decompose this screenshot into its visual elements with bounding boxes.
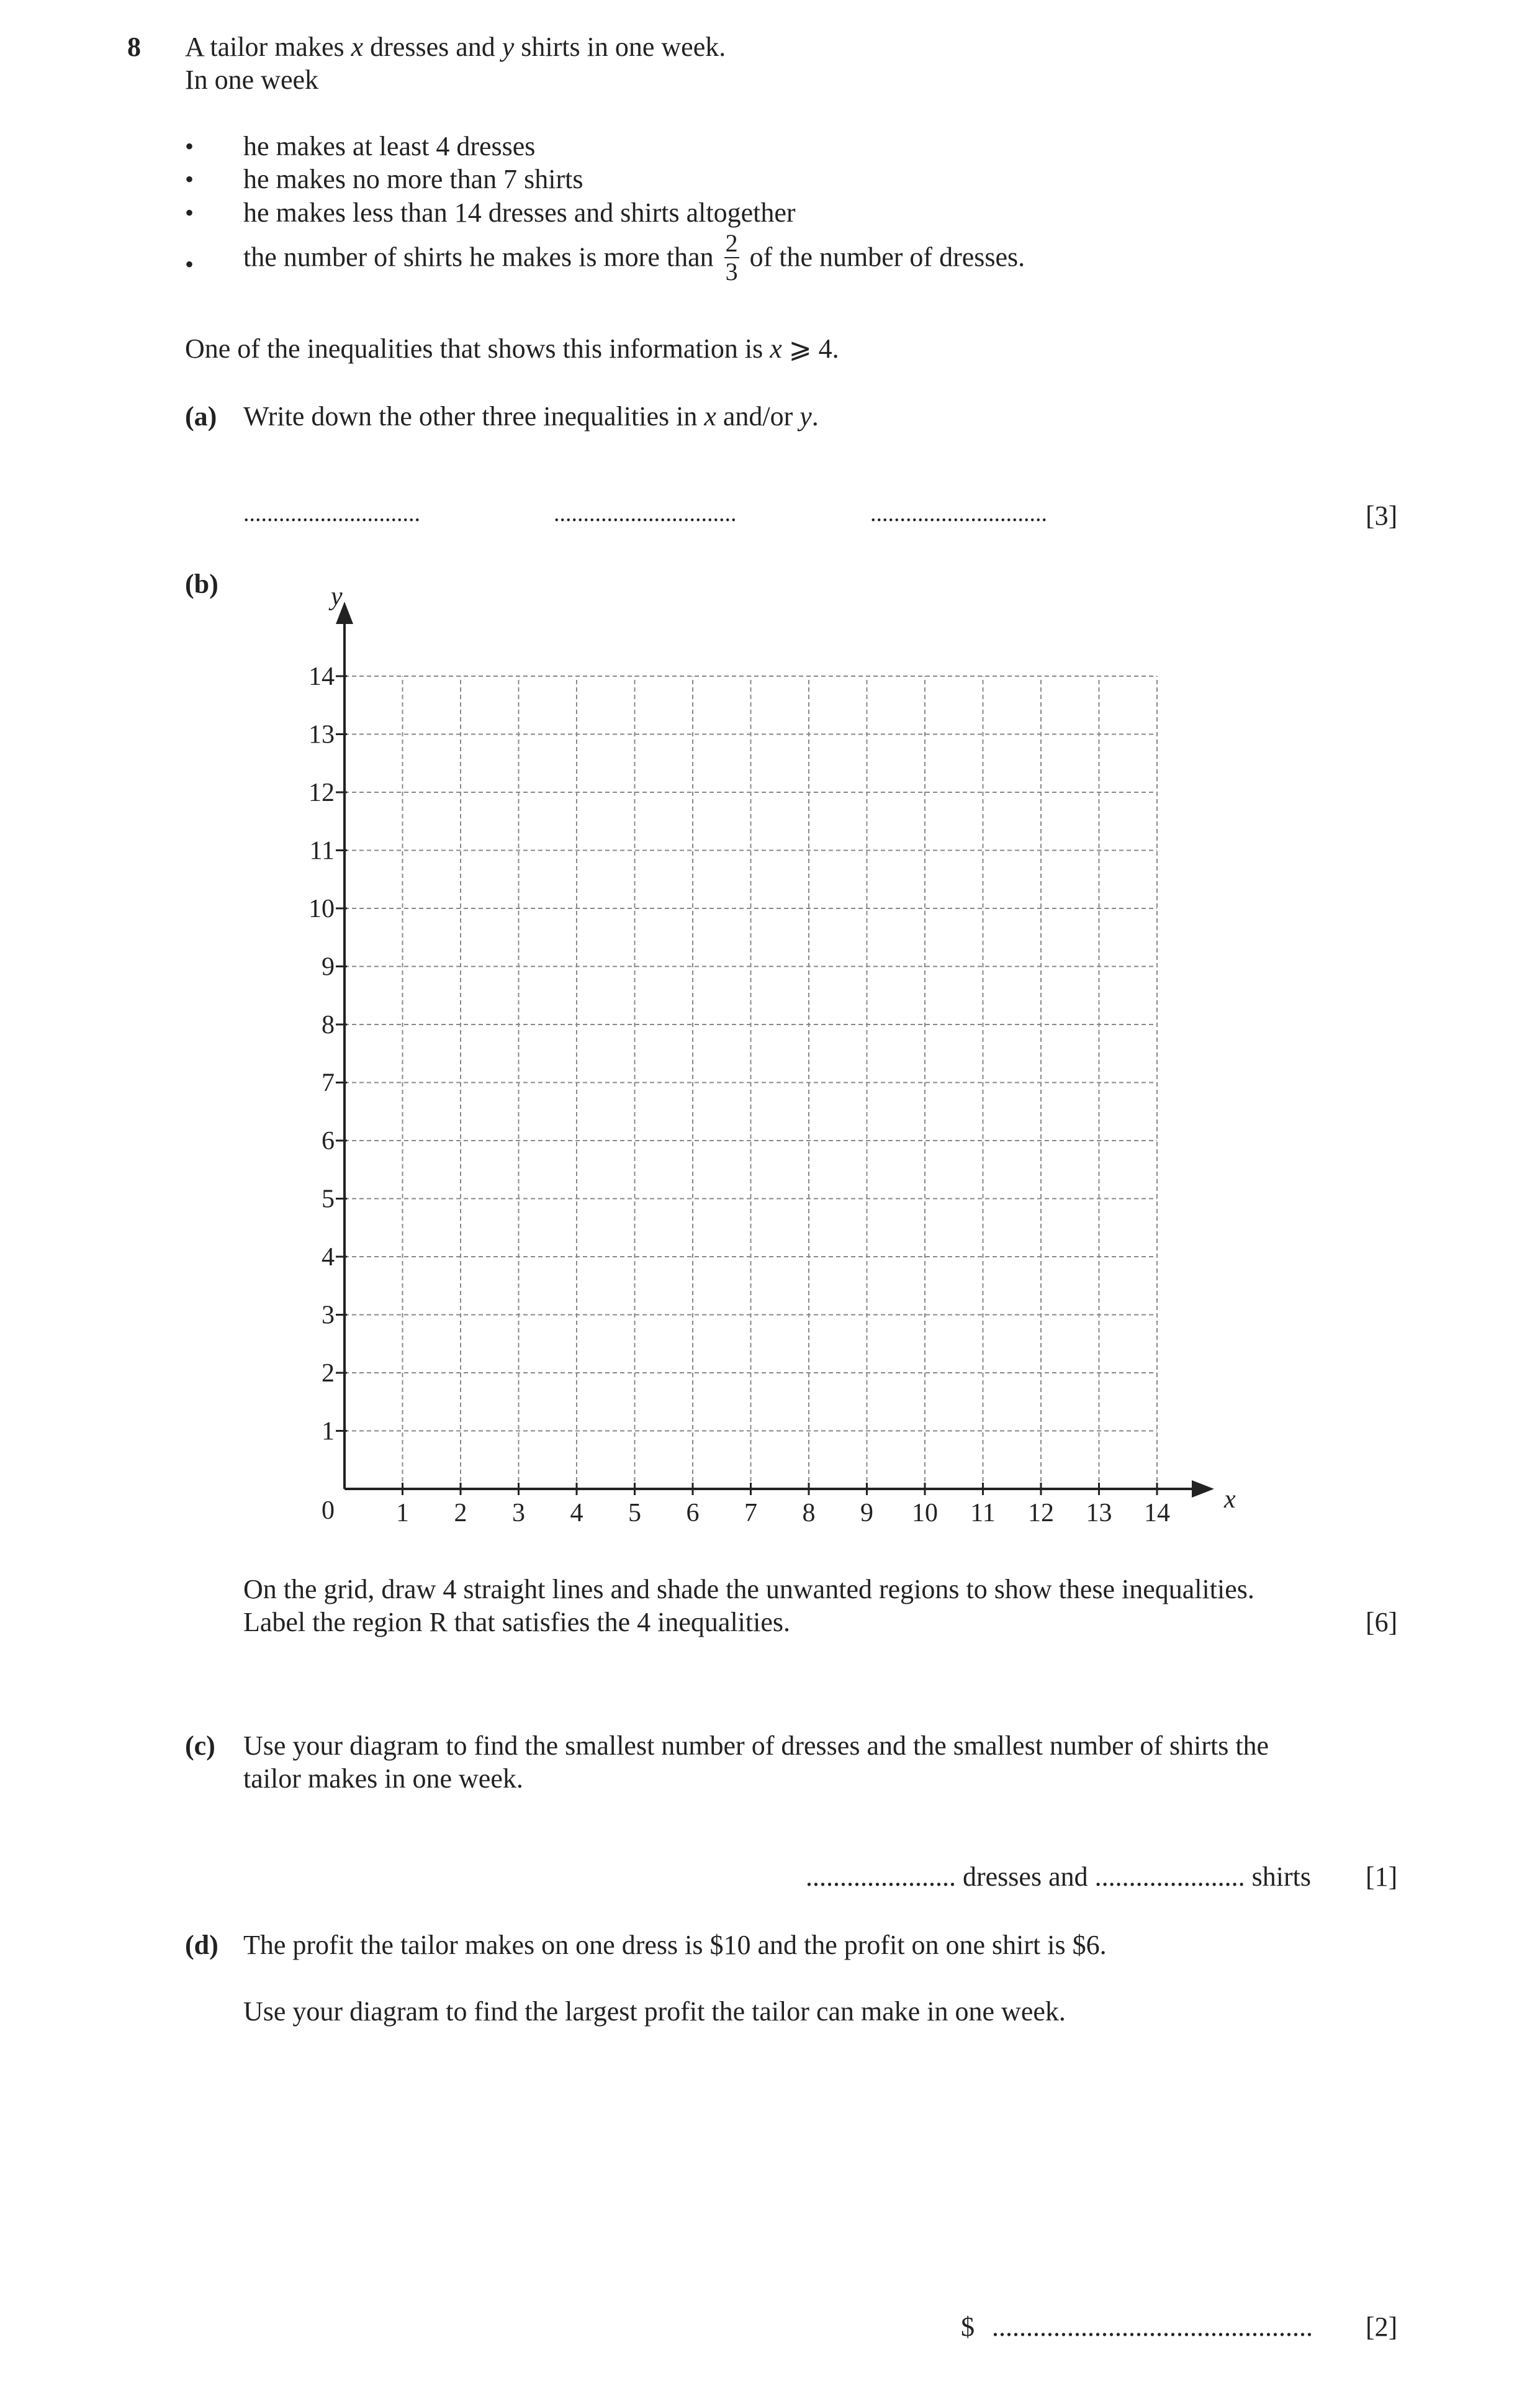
part-c-answer-dresses-field[interactable]: ...................... [806,1861,956,1892]
part-b-instruction-1: On the grid, draw 4 straight lines and shade the unwanted regions to show these inequalities. [243,1574,1254,1604]
part-c-answer [806,1861,1311,1894]
fraction-denominator: 3 [725,258,738,286]
part-a-marks: [3] [1366,500,1398,531]
x-tick-label: 5 [628,1499,641,1527]
part-d-label: (d) [185,1930,218,1960]
x-tick-label: 9 [860,1499,873,1527]
y-tick-label: 12 [308,779,335,807]
intro-var-y: y [502,32,515,62]
y-tick-label: 10 [308,895,335,923]
y-tick-label: 2 [322,1359,335,1388]
part-a-text-b: and/or [716,401,800,432]
origin-label: 0 [322,1496,335,1525]
x-tick-label: 13 [1086,1499,1112,1527]
part-a-var-y: y [799,401,812,432]
bullet-text-1: he makes at least 4 dresses [243,131,536,161]
bullet4-text-a: the number of shirts he makes is more than [243,242,714,273]
given-inequality [185,333,839,366]
part-d-text-1: The profit the tailor makes on one dress is $10 and the profit on one shirt is $6. [243,1930,1107,1960]
x-tick-label: 3 [512,1499,525,1527]
part-a-var-x: x [704,401,716,432]
part-a-answer-line-1[interactable]: .............................. [243,500,420,527]
fraction-two-thirds [724,231,739,284]
x-axis-arrowhead [1192,1480,1214,1498]
intro-line-2: In one week [185,65,319,95]
x-tick-label: 14 [1144,1499,1170,1527]
part-c-text-1: Use your diagram to find the smallest number of dresses and the smallest number of shirts the [243,1730,1269,1761]
y-tick-labels [308,662,335,1446]
y-tick-label: 14 [308,662,335,691]
bullet-dot: • [185,132,194,160]
bullet-dot: • [185,165,194,193]
x-tick-label: 7 [744,1499,757,1527]
grid-lines [344,676,1157,1489]
part-c-dresses-word: dresses and [956,1861,1095,1892]
bullet-text-2: he makes no more than 7 shirts [243,164,583,194]
axes [336,602,1214,1498]
y-tick-label: 3 [322,1301,335,1330]
intro-text-a: A tailor makes [185,32,351,62]
y-tick-label: 1 [322,1417,335,1446]
part-b-label: (b) [185,569,218,599]
part-a-text-a: Write down the other three inequalities in [243,401,705,432]
bullet-text-3: he makes less than 14 dresses and shirts altogether [243,197,796,228]
x-tick-label: 6 [686,1499,700,1527]
bullet4-text-b: of the number of dresses. [749,242,1025,273]
part-b-marks: [6] [1366,1607,1398,1637]
y-tick-label: 9 [322,952,335,982]
y-tick-label: 7 [322,1069,335,1098]
part-c-marks: [1] [1366,1861,1398,1892]
x-tick-label: 8 [802,1499,816,1527]
part-c-text-2: tailor makes in one week. [243,1763,523,1794]
intro-line-1 [185,31,726,64]
x-axis-label: x [1224,1485,1236,1514]
x-tick-label: 12 [1028,1499,1054,1527]
y-tick-label: 13 [308,720,335,749]
x-tick-label: 11 [970,1499,996,1527]
intro-text-c: shirts in one week. [514,32,726,62]
given-text-b: ⩾ 4. [781,333,839,364]
bullet-dot: • [185,250,194,278]
x-tick-label: 10 [912,1499,938,1527]
y-tick-label: 5 [322,1185,335,1214]
part-a-answer-line-2[interactable]: ............................... [554,500,737,527]
part-d-marks: [2] [1366,2312,1398,2342]
x-tick-label: 1 [396,1499,409,1527]
coordinate-grid[interactable] [273,590,1241,1540]
part-c-shirts-word: shirts [1245,1861,1311,1892]
part-c-answer-shirts-field[interactable]: ...................... [1094,1861,1245,1892]
y-tick-label: 6 [322,1127,335,1155]
intro-text-b: dresses and [363,32,502,62]
part-d-text-2: Use your diagram to find the largest profit the tailor can make in one week. [243,1996,1066,2027]
intro-var-x: x [351,32,364,62]
y-tick-label: 4 [322,1243,335,1272]
x-tick-label: 4 [570,1499,583,1527]
y-axis-label: y [331,590,343,611]
given-text-a: One of the inequalities that shows this information is [185,333,770,364]
question-number: 8 [127,32,141,62]
part-c-label: (c) [185,1730,215,1761]
part-a-text-c: . [811,401,819,432]
x-tick-labels [396,1499,1170,1527]
part-a-text [243,400,819,433]
bullet-dot: • [185,199,194,227]
part-b-instruction-2: Label the region R that satisfies the 4 inequalities. [243,1607,790,1637]
part-a-answer-line-3[interactable]: .............................. [870,500,1047,527]
fraction-numerator: 2 [725,229,738,257]
part-a-label: (a) [185,401,217,432]
x-tick-label: 2 [454,1499,467,1527]
bullet-text-4 [243,231,1025,284]
y-tick-label: 11 [309,836,335,866]
part-d-dollar-sign: $ [961,2312,975,2342]
part-d-answer-field[interactable]: ............................................... [992,2312,1313,2342]
y-tick-label: 8 [322,1011,335,1039]
given-var-x: x [770,333,782,364]
